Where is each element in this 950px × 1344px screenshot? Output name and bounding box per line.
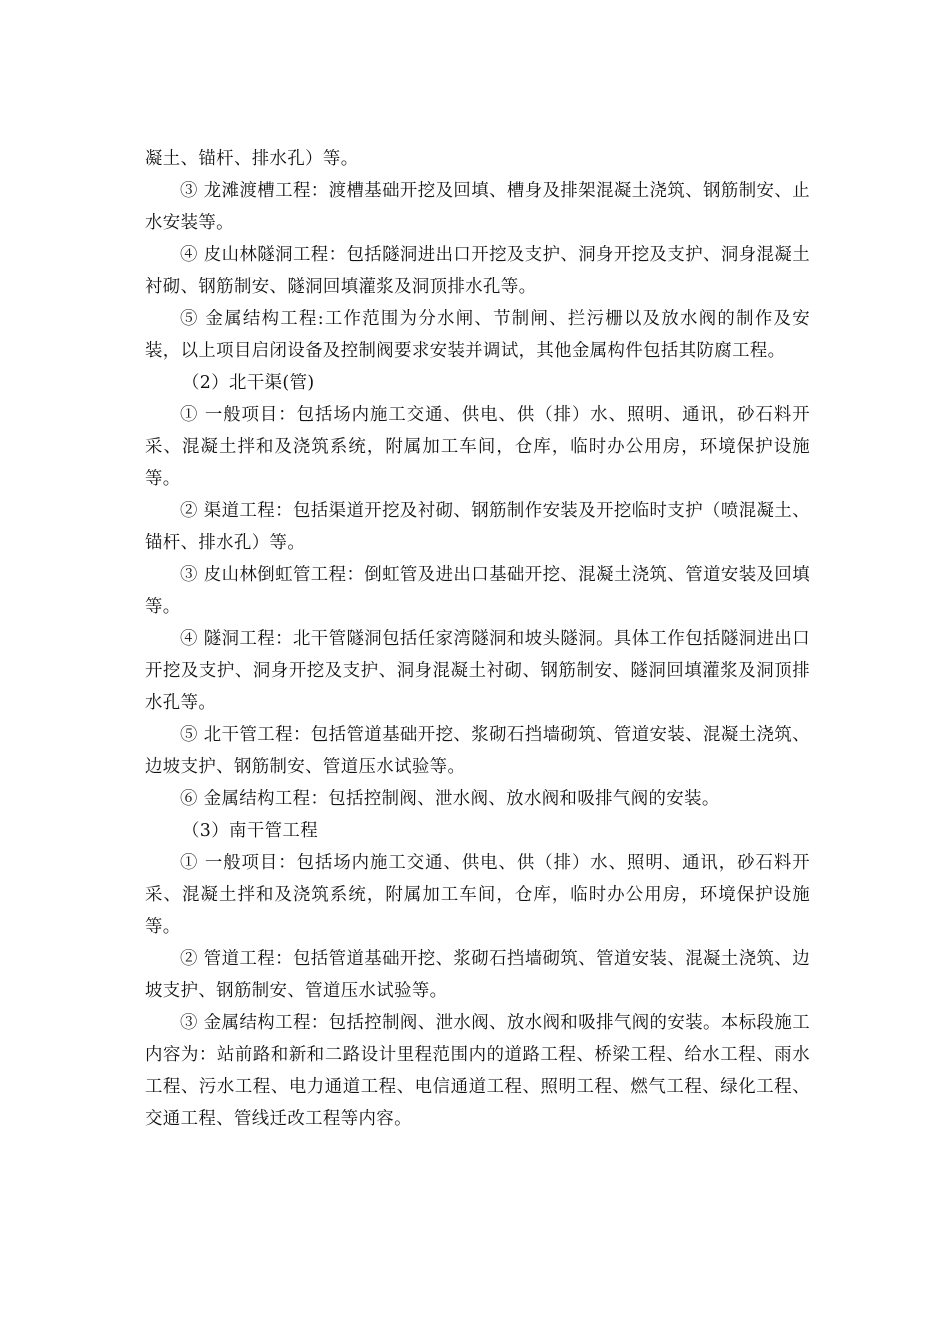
paragraph-pipe-works: ② 管道工程：包括管道基础开挖、浆砌石挡墙砌筑、管道安装、混凝土浇筑、边坡支护、钢筋制安、管道压水试验等。 xyxy=(145,949,810,1001)
paragraph-metal-structure-1: ⑤ 金属结构工程:工作范围为分水闸、节制闸、拦污栅以及放水阀的制作及安装，以上项目启闭设备及控制阀要求安装并调试，其他金属构件包括其防腐工程。 xyxy=(145,309,810,361)
paragraph-general-items-2: ① 一般项目：包括场内施工交通、供电、供（排）水、照明、通讯，砂石料开采、混凝土拌和及浇筑系统，附属加工车间，仓库，临时办公用房，环境保护设施等。 xyxy=(145,853,810,937)
paragraph-general-items-1: ① 一般项目：包括场内施工交通、供电、供（排）水、照明、通讯，砂石料开采、混凝土拌和及浇筑系统，附属加工车间，仓库，临时办公用房，环境保护设施等。 xyxy=(145,405,810,489)
paragraph-inverted-siphon: ③ 皮山林倒虹管工程：倒虹管及进出口基础开挖、混凝土浇筑、管道安装及回填等。 xyxy=(145,565,810,617)
paragraph-tunnel-works: ④ 隧洞工程：北干管隧洞包括任家湾隧洞和坡头隧洞。具体工作包括隧洞进出口开挖及支护、洞身开挖及支护、洞身混凝土衬砌、钢筋制安、隧洞回填灌浆及洞顶排水孔等。 xyxy=(145,629,810,713)
paragraph-continuation: 凝土、锚杆、排水孔）等。 xyxy=(145,149,359,169)
document-body xyxy=(145,143,810,1135)
section-heading-north-canal: （2）北干渠(管) xyxy=(182,373,315,393)
paragraph-metal-structure-3: ③ 金属结构工程：包括控制阀、泄水阀、放水阀和吸排气阀的安装。本标段施工内容为：站前路和新和二路设计里程范围内的道路工程、桥梁工程、给水工程、雨水工程、污水工程、电力通道工程、电信通道工程、照明工程、燃气工程、绿化工程、交通工程、管线迁改工程等内容。 xyxy=(145,1013,810,1129)
paragraph-metal-structure-2: ⑥ 金属结构工程：包括控制阀、泄水阀、放水阀和吸排气阀的安装。 xyxy=(180,789,720,809)
paragraph-canal-works: ② 渠道工程：包括渠道开挖及衬砌、钢筋制作安装及开挖临时支护（喷混凝土、锚杆、排水孔）等。 xyxy=(145,501,810,553)
paragraph-longtan-aqueduct: ③ 龙滩渡槽工程：渡槽基础开挖及回填、槽身及排架混凝土浇筑、钢筋制安、止水安装等。 xyxy=(145,181,810,233)
paragraph-north-main-pipe: ⑤ 北干管工程：包括管道基础开挖、浆砌石挡墙砌筑、管道安装、混凝土浇筑、边坡支护、钢筋制安、管道压水试验等。 xyxy=(145,725,810,777)
paragraph-pishanlin-tunnel: ④ 皮山林隧洞工程：包括隧洞进出口开挖及支护、洞身开挖及支护、洞身混凝土衬砌、钢筋制安、隧洞回填灌浆及洞顶排水孔等。 xyxy=(145,245,810,297)
section-heading-south-pipe: （3）南干管工程 xyxy=(182,821,318,841)
